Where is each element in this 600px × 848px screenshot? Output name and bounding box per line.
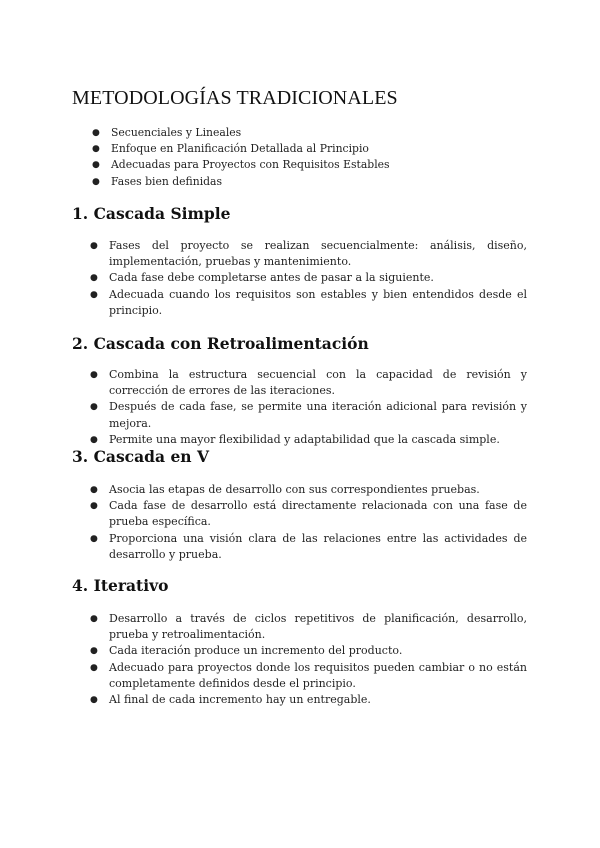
section-list-cascada-simple	[90, 238, 527, 319]
list-item: ● Adecuado para proyectos donde los requisitos pueden cambiar o no están completamente definidos desde el principio.	[90, 660, 527, 690]
bullet-icon: ●	[90, 370, 98, 380]
section-list-iterativo	[90, 611, 527, 708]
list-item: ● Cada fase debe completarse antes de pasar a la siguiente.	[109, 270, 527, 286]
list-item: ● Permite una mayor flexibilidad y adaptabilidad que la cascada simple.	[109, 432, 527, 448]
list-item: ● Cada iteración produce un incremento del producto.	[109, 643, 527, 659]
bullet-icon: ●	[92, 128, 100, 138]
list-item: ● Adecuadas para Proyectos con Requisitos Estables	[111, 157, 531, 173]
list-item: ● Asocia las etapas de desarrollo con sus correspondientes pruebas.	[109, 482, 527, 498]
bullet-icon: ●	[90, 614, 98, 624]
section-heading-cascada-retroalimentacion: 2. Cascada con Retroalimentación	[72, 334, 369, 353]
bullet-icon: ●	[90, 695, 98, 706]
section-heading-cascada-en-v: 3. Cascada en V	[72, 447, 209, 466]
bullet-icon: ●	[90, 533, 98, 544]
list-item: ● Al final de cada incremento hay un entregable.	[109, 692, 527, 708]
bullet-icon: ●	[90, 485, 98, 495]
list-item: ● Adecuada cuando los requisitos son estables y bien entendidos desde el principio.	[90, 287, 527, 317]
section-heading-cascada-simple: 1. Cascada Simple	[72, 204, 231, 223]
section-heading-iterativo: 4. Iterativo	[72, 576, 169, 595]
list-item: ● Desarrollo a través de ciclos repetitivos de planificación, desarrollo, prueba y retroalimentación.	[90, 612, 527, 642]
list-item: ● Fases bien definidas	[111, 174, 531, 190]
list-item: ● Enfoque en Planificación Detallada al Principio	[111, 141, 531, 157]
list-item: ● Secuenciales y Lineales	[111, 125, 531, 141]
bullet-icon: ●	[92, 144, 100, 155]
bullet-icon: ●	[90, 241, 98, 251]
bullet-icon: ●	[90, 273, 98, 284]
bullet-icon: ●	[90, 434, 98, 445]
bullet-icon: ●	[92, 160, 100, 171]
list-item: ● Fases del proyecto se realizan secuencialmente: análisis, diseño, implementación, pruebas y mantenimiento.	[90, 239, 527, 269]
section-list-cascada-retroalimentacion	[90, 367, 527, 448]
bullet-icon: ●	[90, 501, 98, 512]
bullet-icon: ●	[90, 289, 98, 300]
list-item: ● Combina la estructura secuencial con la capacidad de revisión y corrección de errores de las iteraciones.	[90, 368, 527, 398]
list-item: ● Cada fase de desarrollo está directamente relacionada con una fase de prueba específica.	[90, 499, 527, 529]
bullet-icon: ●	[90, 646, 98, 657]
section-list-cascada-en-v	[90, 482, 527, 563]
list-item: ● Después de cada fase, se permite una iteración adicional para revisión y mejora.	[90, 400, 527, 430]
intro-list	[92, 125, 531, 190]
list-item: ● Proporciona una visión clara de las relaciones entre las actividades de desarrollo y prueba.	[90, 531, 527, 561]
document-title: METODOLOGÍAS TRADICIONALES	[72, 87, 398, 109]
bullet-icon: ●	[90, 662, 98, 673]
bullet-icon: ●	[92, 176, 100, 187]
bullet-icon: ●	[90, 402, 98, 413]
